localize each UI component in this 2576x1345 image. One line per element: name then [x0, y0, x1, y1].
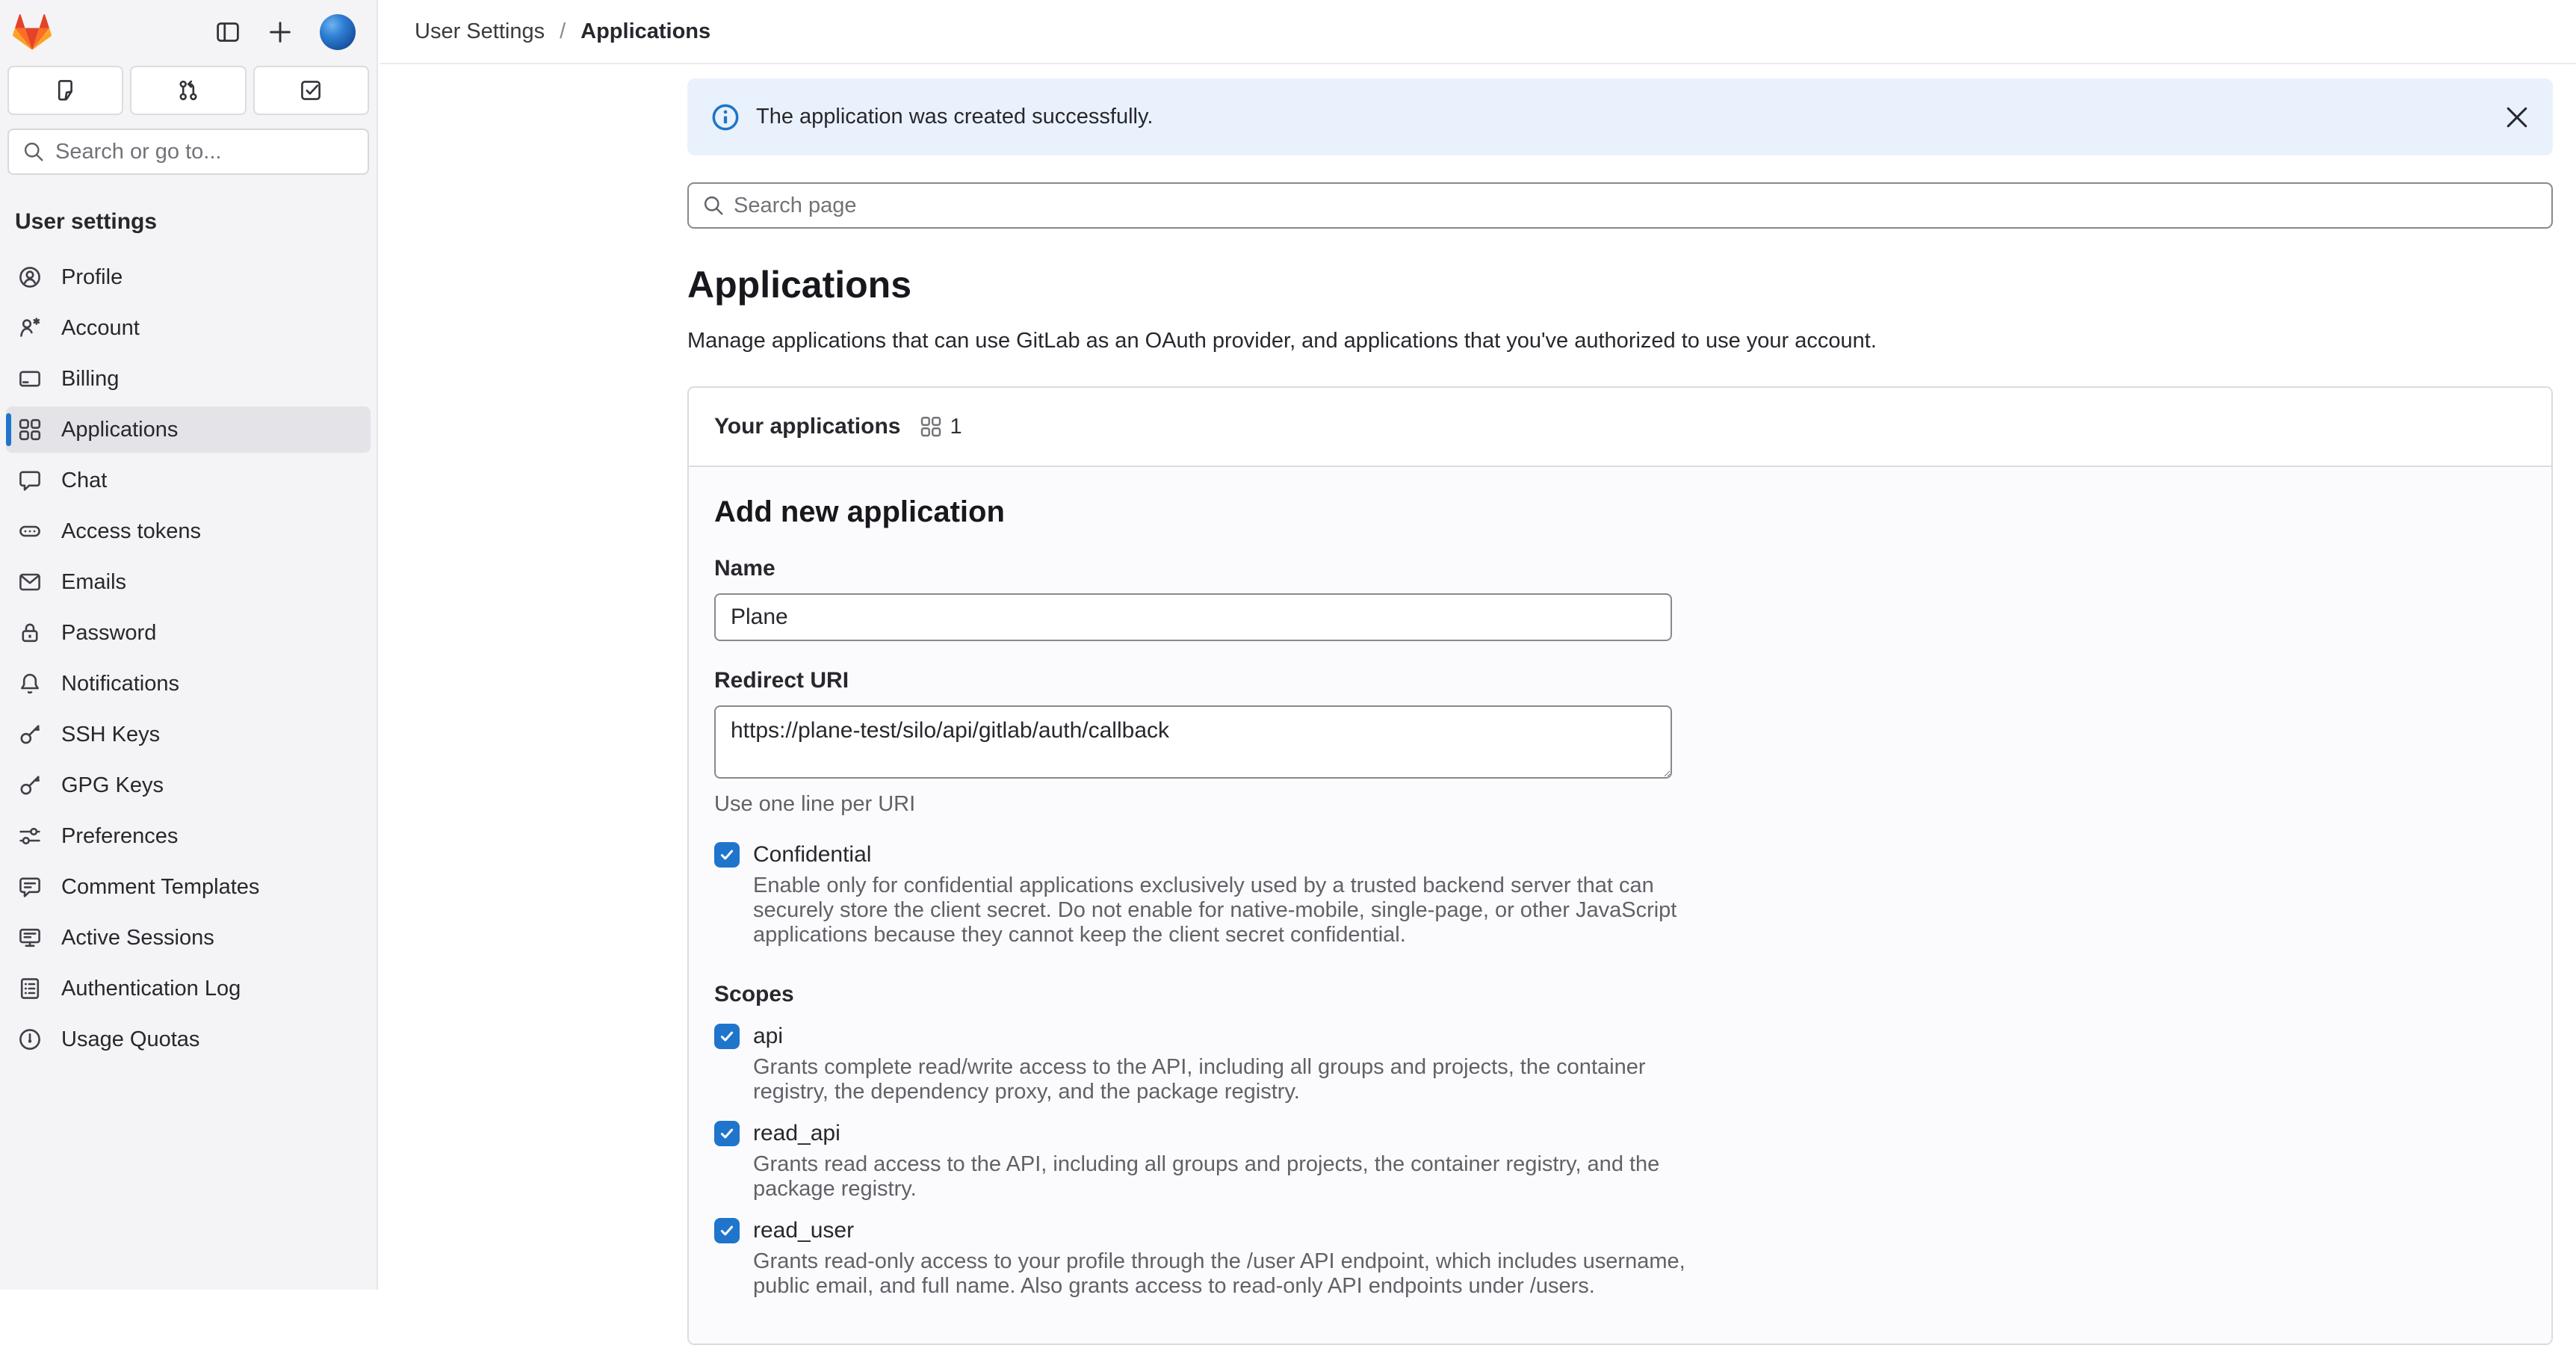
global-search[interactable] [7, 129, 369, 175]
check-icon [718, 1125, 736, 1143]
sidebar-toggle-button[interactable] [215, 19, 241, 45]
redirect-uri-label: Redirect URI [714, 668, 849, 693]
sidebar-item-label: Chat [61, 468, 108, 492]
sidebar-item-usage-quotas[interactable] [6, 1016, 371, 1063]
sidebar-item-label: GPG Keys [61, 773, 164, 797]
user-avatar[interactable] [320, 14, 356, 50]
alert-message: The application was created successfully. [756, 105, 1154, 129]
breadcrumb-user-settings[interactable]: User Settings [415, 19, 545, 43]
sidebar-item-access-tokens[interactable] [6, 508, 371, 554]
scope-read-user-row [714, 1218, 2526, 1243]
gauge-icon [18, 1027, 42, 1051]
breadcrumb [415, 0, 710, 63]
name-field[interactable] [714, 593, 1672, 641]
email-icon [18, 570, 42, 594]
sidebar-item-emails[interactable] [6, 559, 371, 605]
sidebar-item-applications[interactable] [6, 406, 371, 453]
create-new-button[interactable] [267, 19, 293, 45]
todo-check-icon [299, 78, 323, 102]
applications-count-badge [920, 415, 962, 439]
name-label: Name [714, 556, 775, 581]
sidebar-item-label: Comment Templates [61, 874, 260, 899]
scope-read-api-help: Grants read access to the API, including all groups and projects, the container registry, and the package registry. [753, 1152, 1660, 1201]
sidebar-item-label: SSH Keys [61, 722, 161, 746]
page-search [687, 182, 2553, 229]
sidebar-item-preferences[interactable] [6, 813, 371, 859]
check-icon [718, 846, 736, 864]
sidebar-item-label: Active Sessions [61, 925, 214, 950]
search-icon [702, 194, 725, 217]
card-title: Your applications [714, 414, 901, 439]
sidebar-item-active-sessions[interactable] [6, 915, 371, 961]
info-alert [687, 78, 2553, 155]
scope-read-api [714, 1121, 2526, 1202]
scope-read-api-checkbox[interactable] [714, 1121, 740, 1146]
sidebar-item-label: Applications [61, 417, 179, 442]
plus-icon [267, 19, 293, 45]
log-list-icon [18, 977, 42, 1001]
account-icon [18, 316, 42, 340]
main-content [687, 0, 2553, 1345]
sidebar-item-label: Preferences [61, 823, 179, 848]
sidebar-item-billing[interactable] [6, 356, 371, 402]
sidebar-item-ssh-keys[interactable] [6, 711, 371, 758]
scope-read-user [714, 1218, 2526, 1299]
sidebar-menu [0, 254, 377, 1063]
applications-count: 1 [950, 414, 962, 439]
breadcrumb-applications: Applications [580, 19, 711, 43]
profile-icon [18, 265, 42, 289]
sidebar-item-label: Notifications [61, 671, 179, 696]
merge-request-icon [176, 78, 200, 102]
bell-icon [18, 672, 42, 696]
alert-close-button[interactable] [2501, 101, 2533, 134]
scopes-label: Scopes [714, 982, 794, 1007]
confidential-help: Enable only for confidential applications exclusively used by a trusted backend server that can securely store the client secret. Do not enable for native-mobile, single-page, or other JavaScript applications because they cannot keep the client secret confidential. [753, 874, 1677, 947]
card-body [689, 466, 2551, 1344]
check-icon [718, 1027, 736, 1045]
sidebar-item-notifications[interactable] [6, 661, 371, 707]
breadcrumb-separator: / [560, 19, 566, 43]
sidebar-item-label: Emails [61, 569, 127, 594]
sidebar-item-account[interactable] [6, 305, 371, 351]
sidebar-section-title: User settings [15, 209, 158, 234]
scope-read-user-checkbox[interactable] [714, 1218, 740, 1243]
scope-api-row [714, 1024, 2526, 1049]
applications-card [687, 386, 2553, 1345]
check-icon [718, 1222, 736, 1240]
scope-read-user-label[interactable]: read_user [753, 1218, 855, 1243]
sidebar-item-authentication-log[interactable] [6, 965, 371, 1012]
billing-icon [18, 367, 42, 391]
shortcut-todos-button[interactable] [253, 66, 369, 115]
chat-icon [18, 469, 42, 492]
info-icon [711, 103, 740, 132]
shortcut-issues-button[interactable] [7, 66, 123, 115]
sidebar-item-profile[interactable] [6, 254, 371, 300]
page-description: Manage applications that can use GitLab as an OAuth provider, and applications that you've authorized to use your account. [687, 329, 1877, 353]
sidebar-panel-icon [215, 19, 241, 45]
token-icon [18, 519, 42, 543]
scope-read-api-row [714, 1121, 2526, 1146]
key-icon [18, 773, 42, 797]
comment-lines-icon [18, 875, 42, 899]
search-icon [22, 140, 45, 163]
sidebar-item-password[interactable] [6, 610, 371, 656]
card-header [689, 388, 2551, 466]
sidebar-item-label: Authentication Log [61, 976, 241, 1001]
sidebar-item-label: Billing [61, 366, 120, 391]
scope-api-label[interactable]: api [753, 1024, 784, 1048]
sidebar-item-label: Account [61, 315, 140, 340]
gitlab-logo-icon[interactable] [13, 14, 52, 50]
close-icon [2506, 106, 2528, 129]
redirect-uri-help: Use one line per URI [714, 792, 916, 816]
sliders-icon [18, 824, 42, 848]
scope-api-checkbox[interactable] [714, 1024, 740, 1049]
sidebar-item-label: Password [61, 620, 157, 645]
applications-grid-icon [920, 415, 942, 438]
sidebar-item-comment-templates[interactable] [6, 864, 371, 910]
sidebar [0, 0, 378, 1290]
scope-api [714, 1024, 2526, 1104]
sidebar-item-label: Profile [61, 265, 123, 289]
sidebar-item-chat[interactable] [6, 457, 371, 504]
issues-icon [54, 78, 78, 102]
sidebar-item-label: Usage Quotas [61, 1027, 200, 1051]
page-search-input[interactable] [734, 194, 2538, 218]
shortcut-merge-requests-button[interactable] [130, 66, 246, 115]
confidential-row [714, 842, 2526, 868]
redirect-uri-field[interactable] [714, 705, 1672, 779]
global-search-placeholder: Search or go to... [55, 139, 222, 164]
confidential-label[interactable]: Confidential [753, 842, 872, 867]
scope-read-api-label[interactable]: read_api [753, 1121, 840, 1145]
sidebar-item-label: Access tokens [61, 519, 201, 543]
scope-read-user-help: Grants read-only access to your profile through the /user API endpoint, which includes username, public email, and full name. Also grants access to read-only API endpoints under /users. [753, 1249, 1685, 1298]
applications-grid-icon [18, 418, 42, 442]
scope-api-help: Grants complete read/write access to the API, including all groups and projects, the container registry, the dependency proxy, and the package registry. [753, 1055, 1646, 1104]
lock-icon [18, 621, 42, 645]
form-title: Add new application [714, 495, 1005, 528]
page-title: Applications [687, 264, 912, 306]
monitor-icon [18, 926, 42, 950]
key-icon [18, 723, 42, 746]
sidebar-item-gpg-keys[interactable] [6, 762, 371, 808]
confidential-checkbox[interactable] [714, 842, 740, 868]
